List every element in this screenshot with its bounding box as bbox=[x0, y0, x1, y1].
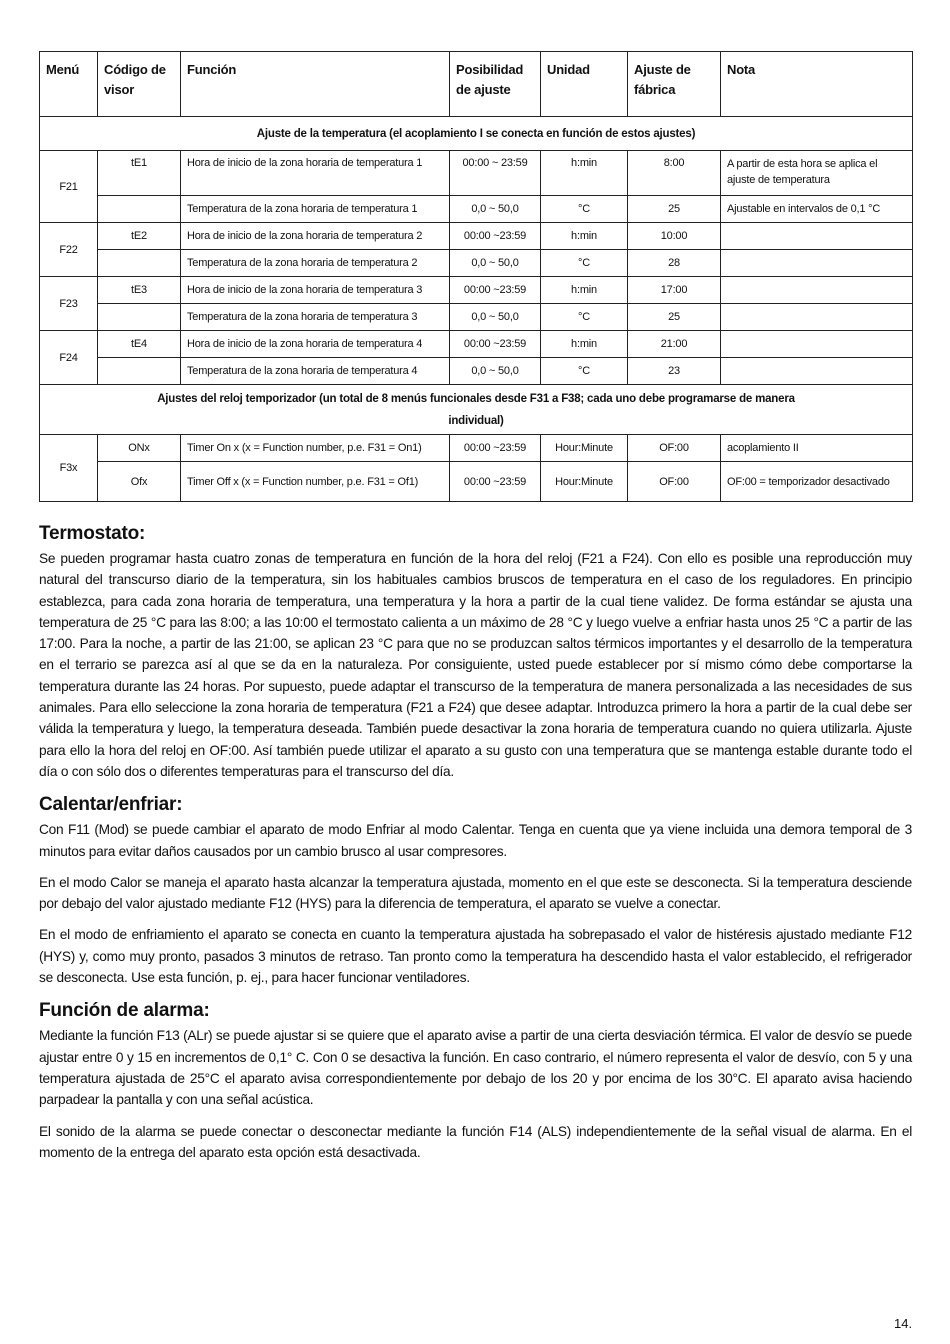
range-cell: 00:00 ~23:59 bbox=[450, 435, 541, 462]
default-cell: 23 bbox=[628, 358, 721, 385]
menu-cell: F24 bbox=[40, 331, 98, 385]
range-cell: 00:00 ~ 23:59 bbox=[450, 151, 541, 196]
table-row bbox=[40, 151, 913, 196]
unit-cell: Hour:Minute bbox=[541, 435, 628, 462]
table-row bbox=[40, 250, 913, 277]
range-cell: 00:00 ~23:59 bbox=[450, 331, 541, 358]
table-row bbox=[40, 304, 913, 331]
menu-cell: F22 bbox=[40, 223, 98, 277]
unit-cell: Hour:Minute bbox=[541, 462, 628, 502]
range-cell: 0,0 ~ 50,0 bbox=[450, 250, 541, 277]
paragraph: Se pueden programar hasta cuatro zonas de temperatura en función de la hora del reloj (F21 a F24). Con ello es posible una reproducción muy natural del transcurso diario de la temperatura, sin los habituales cambios bruscos de temperatura en el caso de los reguladores. En principio establezca, para cada zona horaria de temperatura, una temperatura y la hora a partir de la cual tiene validez. De forma estándar se ajusta una temperatura de 25 °C para las 8:00; a las 10:00 el termostato calienta a un máximo de 28 °C y luego vuelve a enfriar hasta unos 25 °C a partir de las 17:00. Para la noche, a partir de las 21:00, se aplican 23 °C para que no se produzcan saltos térmicos importantes y el desarrollo de la temperatura en el terrario se parezca así al que se da en la naturaleza. Por consiguiente, usted puede establecer por sí mismo cómo debe comportarse la temperatura durante las 24 horas. Por supuesto, puede adaptar el transcurso de la temperatura de manera personalizada a las necesidades de sus animales. Para ello seleccione la zona horaria de temperatura (F21 a F24) que desee adaptar. Introduzca primero la hora a partir de la cual debe ser válida la temperatura y luego, la temperatura deseada. También puede desactivar la zona horaria de temperatura cuando no quiera utilizarla. Ajuste para ello la hora del reloj en OF:00. Así también puede utilizar el aparato a su gusto con una temperatura que se mantenga estable durante todo el día o con sólo dos o diferentes temperaturas para el transcurso del día. bbox=[39, 551, 912, 779]
note-cell: OF:00 = temporizador desactivado bbox=[721, 462, 913, 502]
range-cell: 0,0 ~ 50,0 bbox=[450, 358, 541, 385]
default-cell: 28 bbox=[628, 250, 721, 277]
paragraph: El sonido de la alarma se puede conectar o desconectar mediante la función F14 (ALS) independientemente de la señal visual de alarma. En el momento de la entrega del aparato esta opción está desactivada. bbox=[39, 1123, 912, 1160]
table-row bbox=[40, 277, 913, 304]
section-heading: Función de alarma: bbox=[39, 1000, 210, 1022]
unit-cell: °C bbox=[541, 358, 628, 385]
function-cell: Temperatura de la zona horaria de temperatura 2 bbox=[181, 250, 450, 277]
table-row bbox=[40, 331, 913, 358]
function-cell: Temperatura de la zona horaria de temperatura 4 bbox=[181, 358, 450, 385]
section-heading: Calentar/enfriar: bbox=[39, 794, 183, 816]
section-row-timer bbox=[40, 385, 913, 435]
function-cell: Temperatura de la zona horaria de temperatura 1 bbox=[181, 196, 450, 223]
code-cell: tE3 bbox=[98, 277, 181, 304]
header-note: Nota bbox=[721, 52, 913, 117]
section-termostato bbox=[39, 523, 912, 782]
note-cell: Ajustable en intervalos de 0,1 °C bbox=[721, 196, 913, 223]
note-cell: acoplamiento II bbox=[721, 435, 913, 462]
range-cell: 0,0 ~ 50,0 bbox=[450, 196, 541, 223]
paragraph: Con F11 (Mod) se puede cambiar el aparato de modo Enfriar al modo Calentar. Tenga en cuenta que ya viene incluida una demora temporal de 3 minutos para evitar daños causados por un cambio brusco al usar compresores. bbox=[39, 822, 912, 859]
default-cell: 8:00 bbox=[628, 151, 721, 196]
code-cell: tE1 bbox=[98, 151, 181, 196]
note-cell bbox=[721, 223, 913, 250]
note-cell bbox=[721, 304, 913, 331]
table-row bbox=[40, 435, 913, 462]
paragraph: En el modo de enfriamiento el aparato se conecta en cuanto la temperatura ajustada ha sobrepasado el valor de histéresis ajustado mediante F12 (HYS) y, como muy pronto, pasados 3 minutos de retraso. Tan pronto como la temperatura ha descendido hasta el valor establecido, el refrigerador se desconecta. Use esta función, p. ej., para hacer funcionar ventiladores. bbox=[39, 927, 912, 986]
code-cell-empty bbox=[98, 250, 181, 277]
range-cell: 00:00 ~23:59 bbox=[450, 462, 541, 502]
paragraph: Mediante la función F13 (ALr) se puede ajustar si se quiere que el aparato avise a partir de una cierta desviación térmica. El valor de desvío se puede ajustar entre 0 y 15 en incrementos de 0,1° C. Con 0 se desactiva la función. En caso contrario, el número representa el valor de desvío, con 5 y una temperatura ajustada de 25°C el aparato avisa correspondientemente por debajo de los 20 y por encima de los 30°C. El aparato avisa haciendo parpadear la pantalla y con una señal acústica. bbox=[39, 1028, 912, 1108]
section-row-temperature bbox=[40, 117, 913, 151]
default-cell: OF:00 bbox=[628, 462, 721, 502]
code-cell-empty bbox=[98, 358, 181, 385]
range-cell: 00:00 ~23:59 bbox=[450, 223, 541, 250]
code-cell: Ofx bbox=[98, 462, 181, 502]
menu-cell: F23 bbox=[40, 277, 98, 331]
table-row bbox=[40, 358, 913, 385]
default-cell: OF:00 bbox=[628, 435, 721, 462]
settings-table bbox=[39, 51, 913, 502]
unit-cell: °C bbox=[541, 250, 628, 277]
menu-cell: F21 bbox=[40, 151, 98, 223]
function-cell: Hora de inicio de la zona horaria de temperatura 1 bbox=[181, 151, 450, 196]
note-cell: A partir de esta hora se aplica el ajuste de temperatura bbox=[721, 151, 913, 196]
header-range: Posibilidad de ajuste bbox=[450, 52, 541, 117]
page-number: 14. bbox=[894, 1316, 913, 1331]
function-cell: Temperatura de la zona horaria de temperatura 3 bbox=[181, 304, 450, 331]
section-alarma bbox=[39, 1000, 912, 1163]
code-cell-empty bbox=[98, 196, 181, 223]
header-function: Función bbox=[181, 52, 450, 117]
section-calentar bbox=[39, 794, 912, 988]
range-cell: 00:00 ~23:59 bbox=[450, 277, 541, 304]
table-row bbox=[40, 223, 913, 250]
function-cell: Timer On x (x = Function number, p.e. F31 = On1) bbox=[181, 435, 450, 462]
function-cell: Timer Off x (x = Function number, p.e. F31 = Of1) bbox=[181, 462, 450, 502]
default-cell: 17:00 bbox=[628, 277, 721, 304]
section-title: Ajustes del reloj temporizador (un total de 8 menús funcionales desde F31 a F38; cada uno debe programarse de manera individual) bbox=[40, 385, 913, 435]
code-cell: tE2 bbox=[98, 223, 181, 250]
table-row bbox=[40, 196, 913, 223]
code-cell-empty bbox=[98, 304, 181, 331]
note-cell bbox=[721, 358, 913, 385]
header-default: Ajuste de fábrica bbox=[628, 52, 721, 117]
unit-cell: h:min bbox=[541, 277, 628, 304]
note-cell bbox=[721, 277, 913, 304]
function-cell: Hora de inicio de la zona horaria de temperatura 2 bbox=[181, 223, 450, 250]
header-unit: Unidad bbox=[541, 52, 628, 117]
section-title: Ajuste de la temperatura (el acoplamiento I se conecta en función de estos ajustes) bbox=[40, 117, 913, 151]
default-cell: 21:00 bbox=[628, 331, 721, 358]
function-cell: Hora de inicio de la zona horaria de temperatura 3 bbox=[181, 277, 450, 304]
unit-cell: °C bbox=[541, 304, 628, 331]
code-cell: ONx bbox=[98, 435, 181, 462]
default-cell: 25 bbox=[628, 304, 721, 331]
paragraph: En el modo Calor se maneja el aparato hasta alcanzar la temperatura ajustada, momento en el que este se desconecta. Si la temperatura desciende por debajo del valor ajustado mediante F12 (HYS) para la diferencia de temperatura, el aparato se vuelve a conectar. bbox=[39, 874, 912, 912]
unit-cell: °C bbox=[541, 196, 628, 223]
unit-cell: h:min bbox=[541, 151, 628, 196]
header-menu: Menú bbox=[40, 52, 98, 117]
table-header-row bbox=[40, 52, 913, 117]
range-cell: 0,0 ~ 50,0 bbox=[450, 304, 541, 331]
unit-cell: h:min bbox=[541, 223, 628, 250]
function-cell: Hora de inicio de la zona horaria de temperatura 4 bbox=[181, 331, 450, 358]
note-cell bbox=[721, 250, 913, 277]
section-heading: Termostato: bbox=[39, 523, 146, 544]
unit-cell: h:min bbox=[541, 331, 628, 358]
default-cell: 25 bbox=[628, 196, 721, 223]
menu-cell: F3x bbox=[40, 435, 98, 502]
code-cell: tE4 bbox=[98, 331, 181, 358]
default-cell: 10:00 bbox=[628, 223, 721, 250]
document-page bbox=[39, 51, 912, 1163]
table-row bbox=[40, 462, 913, 502]
header-code: Código de visor bbox=[98, 52, 181, 117]
note-cell bbox=[721, 331, 913, 358]
